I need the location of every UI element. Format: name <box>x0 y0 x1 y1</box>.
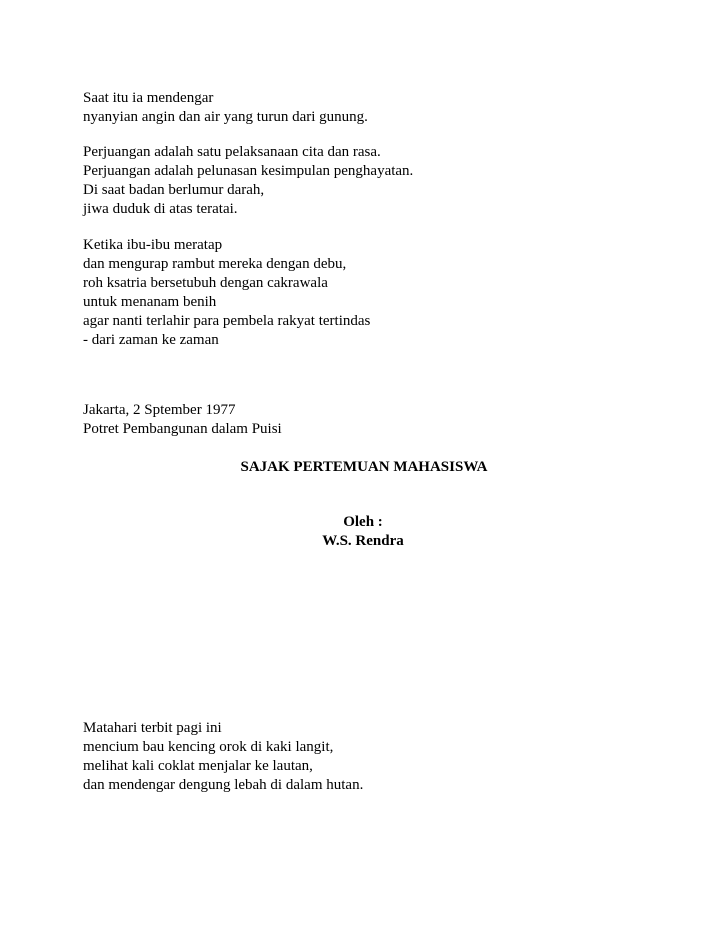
poem-title: SAJAK PERTEMUAN MAHASISWA <box>240 459 488 475</box>
poem-line: - dari zaman ke zaman <box>83 332 219 348</box>
poem-line: dan mengurap rambut mereka dengan debu, <box>83 256 347 272</box>
signature-block <box>83 401 683 439</box>
poem-line: mencium bau kencing orok di kaki langit, <box>83 739 334 755</box>
poem-line: Saat itu ia mendengar <box>83 90 214 106</box>
poem-line: dan mendengar dengung lebah di dalam hutan. <box>83 777 364 793</box>
poem-line: melihat kali coklat menjalar ke lautan, <box>83 758 313 774</box>
by-label: Oleh : <box>343 514 383 530</box>
stanza-1 <box>83 89 683 127</box>
poem-line: nyanyian angin dan air yang turun dari gunung. <box>83 109 368 125</box>
byline <box>300 513 426 551</box>
poem-line: Ketika ibu-ibu meratap <box>83 237 223 253</box>
poem-line: jiwa duduk di atas teratai. <box>83 201 238 217</box>
poem-line: Matahari terbit pagi ini <box>83 720 222 736</box>
poem-line: agar nanti terlahir para pembela rakyat tertindas <box>83 313 371 329</box>
stanza-2 <box>83 143 683 219</box>
source-title: Potret Pembangunan dalam Puisi <box>83 421 282 437</box>
poem-line: Di saat badan berlumur darah, <box>83 182 265 198</box>
poem-line: untuk menanam benih <box>83 294 217 310</box>
place-date: Jakarta, 2 Sptember 1977 <box>83 402 236 418</box>
poem-line: roh ksatria bersetubuh dengan cakrawala <box>83 275 328 291</box>
stanza-4 <box>83 719 683 795</box>
author-name: W.S. Rendra <box>322 533 404 549</box>
stanza-3 <box>83 236 683 350</box>
poem-line: Perjuangan adalah pelunasan kesimpulan penghayatan. <box>83 163 414 179</box>
poem-line: Perjuangan adalah satu pelaksanaan cita dan rasa. <box>83 144 381 160</box>
